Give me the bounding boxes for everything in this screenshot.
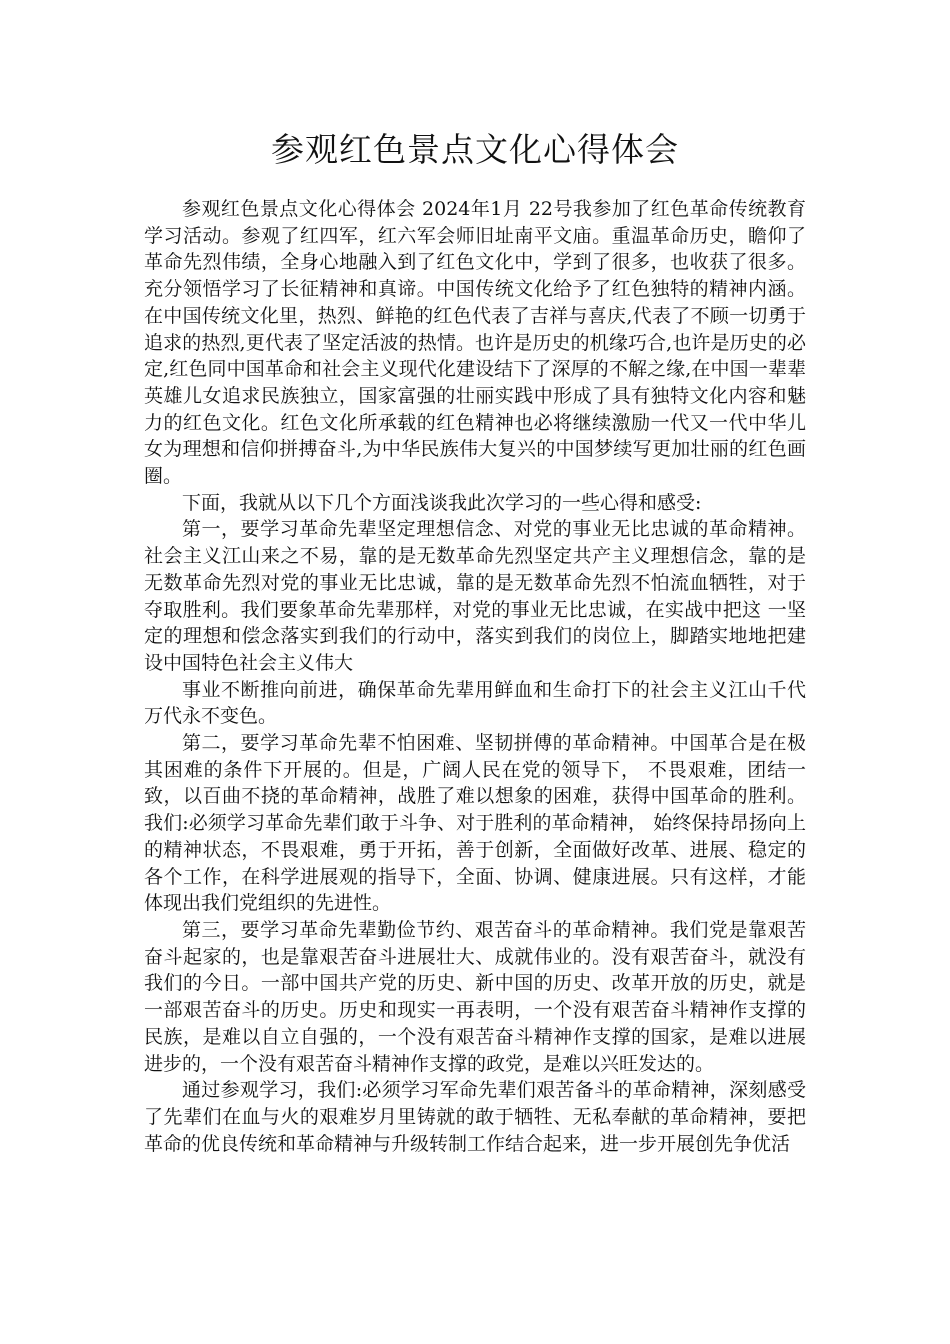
paragraph-transition: 下面，我就从以下几个方面浅谈我此次学习的一些心得和感受:: [182, 491, 702, 514]
paragraph-intro: 参观红色景点文化心得体会 2024年1月 22号我参加了红色革命传统教育学习活动。参观了红四军，红六军会师旧址南平文庙。重温革命历史，瞻仰了革命先烈伟绩，全身心地融入到了红色文化中，学到了很多，也收获了很多。充分领悟学习了长征精神和真谛。中国传统文化给予了红色独特的精神内涵。在中国传统文化里，热烈、鲜艳的红色代表了吉祥与喜庆,代表了不顾一切勇于追求的热烈,更代表了坚定活波的热情。也许是历史的机缘巧合,也许是历史的必定,红色同中国革命和社会主义现代化建设结下了深厚的不解之缘,在中国一辈辈英雄儿女追求民族独立，国家富强的壮丽实践中形成了具有独特文化内容和魅力的红色文化。红色文化所承载的红色精神也必将继续激励一代又一代中华儿女为理想和信仰拼搏奋斗,为中华民族伟大复兴的中国梦续写更加壮丽的红色画圈。: [144, 198, 806, 488]
paragraph-conclusion: 通过参观学习，我们:必须学习军命先辈们艰苦备斗的革命精神，深刻感受了先辈们在血与火的艰难岁月里铸就的敢于牺牲、无私奉献的革命精神，要把革命的优良传统和革命精神与升级转制工作结合起来，进一步开展创先争优活: [144, 1079, 806, 1155]
paragraph-first-point: 第一，要学习革命先辈坚定理想信念、对党的事业无比忠诚的革命精神。社会主义江山来之不易，靠的是无数革命先烈坚定共产主义理想信念，靠的是无数革命先烈对党的事业无比忠诚，靠的是无数革命先烈不怕流血牺牲，对于夺取胜利。我们要象革命先辈那样，对党的事业无比忠诚，在实战中把这 一坚定的理想和偿念落实到我们的行动中，落实到我们的岗位上，脚踏实地地把建设中国特色社会主义伟大: [144, 518, 806, 674]
paragraph-second-point: 第二，要学习革命先辈不怕困难、坚韧拼傅的革命精神。中国革合是在极其困难的条件下开展的。但是，广阔人民在党的领导下， 不畏艰难，团结一致，以百曲不挠的革命精神，战胜了难以想象的困难，获得中国革命的胜利。我们:必须学习革命先辈们敢于斗争、对于胜利的革命精神， 始终保持昂扬向上的精神状态，不畏艰难，勇于开拓，善于创新，全面做好改革、进展、稳定的各个工作，在科学进展观的指导下，全面、协调、健康进展。只有这样，才能体现出我们党组织的先进性。: [144, 732, 806, 915]
document-body: [144, 196, 806, 1157]
paragraph-third-point: 第三，要学习革命先辈勤俭节约、艰苦奋斗的革命精神。我们党是靠艰苦奋斗起家的，也是靠艰苦奋斗进展壮大、成就伟业的。没有艰苦奋斗，就没有我们的今日。一部中国共产党的历史、新中国的历史、改革开放的历史，就是一部艰苦奋斗的历史。历史和现实一再表明，一个没有艰苦奋斗精神作支撑的民族，是难以自立自强的，一个没有艰苦奋斗精神作支撑的国家，是难以进展进步的，一个没有艰苦奋斗精神作支撑的政党，是难以兴旺发达的。: [144, 918, 806, 1075]
paragraph-first-point-continued: 事业不断推向前进，确保革命先辈用鲜血和生命打下的社会主义江山千代万代永不变色。: [144, 678, 806, 728]
document-title: 参观红色景点文化心得体会: [271, 130, 679, 169]
